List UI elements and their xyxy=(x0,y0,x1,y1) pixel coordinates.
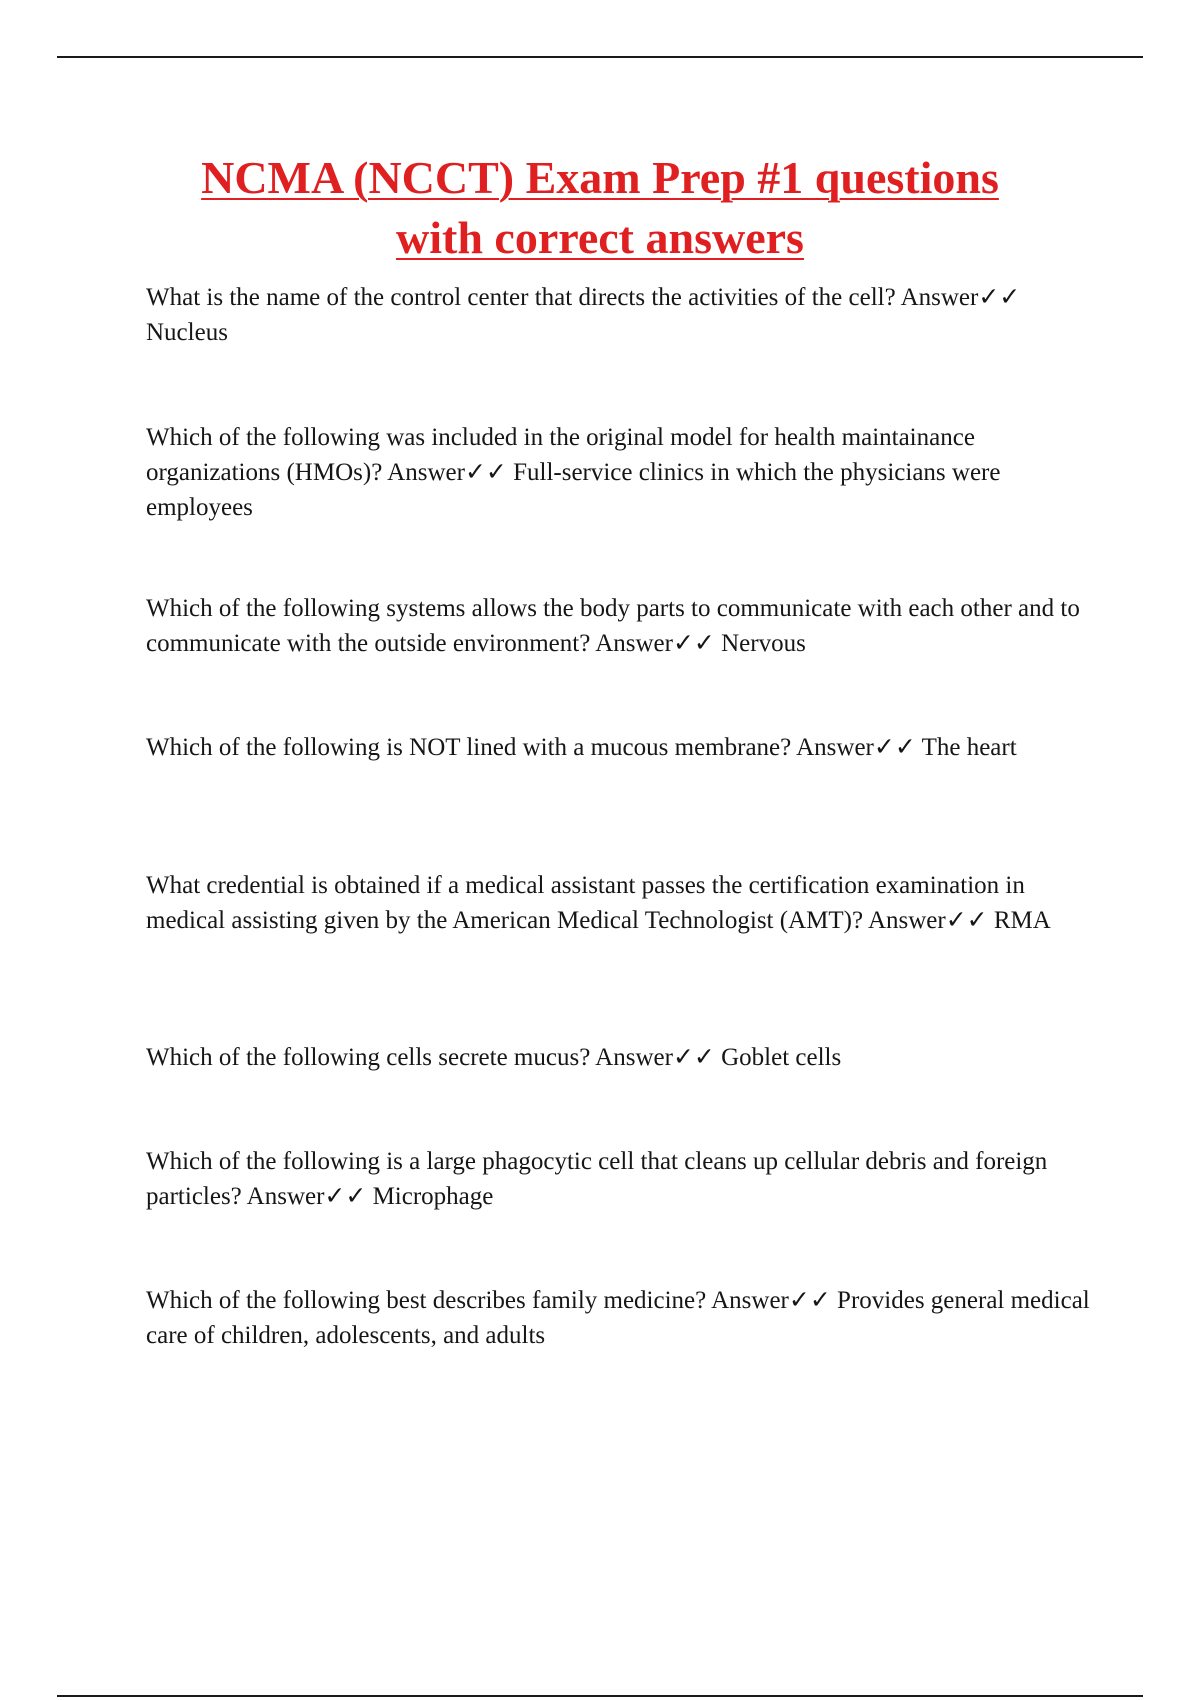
question-text: Which of the following cells secrete mucus? xyxy=(146,1044,591,1071)
qa-item xyxy=(146,591,1096,661)
answer-text: Microphage xyxy=(372,1183,494,1210)
answer-text: Nucleus xyxy=(146,319,228,346)
answer-label: Answer xyxy=(796,734,874,761)
question-text: Which of the following systems allows the body parts to communicate with each other and to communicate with the outside environment? xyxy=(146,595,1080,657)
check-mark-icon: ✓✓ xyxy=(324,1183,367,1210)
qa-item xyxy=(146,1144,1096,1214)
answer-text: Full-service clinics in which the physicians were employees xyxy=(146,459,1001,521)
check-mark-icon: ✓✓ xyxy=(873,734,916,761)
question-text: Which of the following best describes family medicine? xyxy=(146,1287,707,1314)
answer-text: Goblet cells xyxy=(721,1044,842,1071)
qa-item xyxy=(146,868,1096,938)
document-title xyxy=(100,148,1100,268)
answer-label: Answer xyxy=(246,1183,325,1210)
answer-label: Answer xyxy=(867,907,946,934)
answer-text: The heart xyxy=(921,734,1017,761)
answer-label: Answer xyxy=(595,1044,673,1071)
question-text: Which of the following is NOT lined with a mucous membrane? xyxy=(146,734,792,761)
answer-label: Answer xyxy=(595,630,673,657)
answer-text: Nervous xyxy=(721,630,806,657)
check-mark-icon: ✓✓ xyxy=(672,1044,715,1071)
title-line-1: NCMA (NCCT) Exam Prep #1 questions xyxy=(201,152,999,203)
question-text: What is the name of the control center that directs the activities of the cell? xyxy=(146,284,896,311)
answer-text: RMA xyxy=(993,907,1051,934)
check-mark-icon: ✓✓ xyxy=(672,630,715,657)
qa-item xyxy=(146,420,1096,525)
answer-text: Provides general medical care of children, adolescents, and adults xyxy=(146,1287,1090,1349)
title-line-2: with correct answers xyxy=(396,212,804,263)
qa-item xyxy=(146,280,1096,350)
question-text: Which of the following was included in the original model for health maintainance organizations (HMOs)? xyxy=(146,424,975,486)
qa-item xyxy=(146,1283,1096,1353)
qa-item xyxy=(146,1040,1096,1075)
check-mark-icon: ✓✓ xyxy=(978,284,1021,311)
bottom-rule xyxy=(57,1695,1143,1697)
check-mark-icon: ✓✓ xyxy=(945,907,988,934)
question-text: Which of the following is a large phagocytic cell that cleans up cellular debris and foreign particles? xyxy=(146,1148,1048,1210)
qa-item xyxy=(146,730,1096,765)
check-mark-icon: ✓✓ xyxy=(788,1287,831,1314)
answer-label: Answer xyxy=(711,1287,789,1314)
answer-label: Answer xyxy=(387,459,465,486)
answer-label: Answer xyxy=(900,284,979,311)
question-text: What credential is obtained if a medical assistant passes the certification examination in medical assisting given by the American Medical Technologist (AMT)? xyxy=(146,872,1025,934)
top-rule xyxy=(57,56,1143,58)
check-mark-icon: ✓✓ xyxy=(464,459,507,486)
